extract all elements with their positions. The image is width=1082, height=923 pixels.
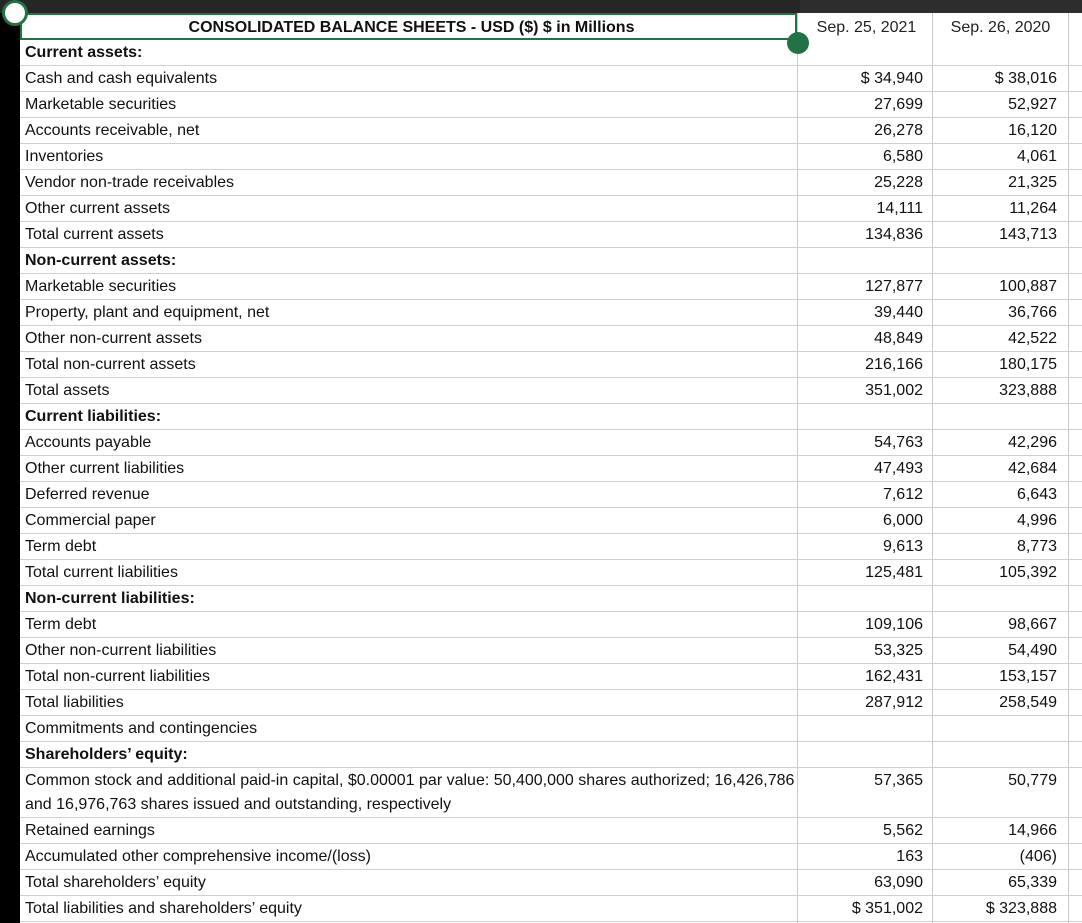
value-cell-2021[interactable]: 5,562 [882,822,923,839]
row-label-cell[interactable]: Other non-current assets [25,329,202,347]
value-cell-2021[interactable]: 48,849 [874,330,923,347]
table-row [20,690,1082,716]
value-cell-2021[interactable] [796,248,923,274]
table-row [20,326,1082,352]
table-row [20,352,1082,378]
value-cell-2021[interactable]: 39,440 [874,304,923,321]
table-row [20,40,1082,66]
value-cell-2021[interactable]: 162,431 [865,668,923,685]
row-label-cell[interactable]: Accounts payable [25,433,152,451]
value-cell-2021[interactable]: 216,166 [865,356,923,373]
table-row [20,560,1082,586]
value-cell-2020[interactable]: 42,296 [1008,434,1057,451]
value-cell-2021[interactable] [796,716,923,742]
table-row [20,896,1082,922]
row-label-cell[interactable]: Total assets [25,381,110,399]
value-cell-2020[interactable]: 258,549 [999,694,1057,711]
section-heading-cell[interactable]: Current liabilities: [25,407,162,425]
value-cell-2020[interactable]: 21,325 [1008,174,1057,191]
value-cell-2021[interactable] [796,586,923,612]
value-cell-2021[interactable]: 134,836 [865,226,923,243]
value-cell-2021[interactable]: 54,763 [874,434,923,451]
value-cell-2020[interactable]: 153,157 [999,668,1057,685]
value-cell-2020[interactable]: 36,766 [1008,304,1057,321]
table-row [20,586,1082,612]
value-cell-2020[interactable]: 6,643 [1016,486,1057,503]
value-cell-2020[interactable]: 52,927 [1008,96,1057,113]
currency-value: $ 351,002 [851,900,923,917]
row-label-cell[interactable]: Accumulated other comprehensive income/(loss) [25,847,371,865]
value-cell-2020[interactable]: 50,779 [1008,772,1057,789]
value-cell-2020[interactable] [930,66,1057,92]
row-label-cell[interactable]: Total liabilities [25,693,124,711]
table-row [20,378,1082,404]
value-cell-2021[interactable]: 109,106 [865,616,923,633]
row-label-cell[interactable]: Cash and cash equivalents [25,69,218,87]
value-cell-2020[interactable]: 11,264 [1009,200,1057,217]
value-cell-2021[interactable]: 63,090 [874,874,923,891]
value-cell-2020[interactable]: (406) [1019,848,1057,865]
section-heading-cell[interactable]: Shareholders’ equity: [25,745,188,763]
table-row [20,768,1082,818]
row-label-cell[interactable]: Term debt [25,615,97,633]
currency-value: $ 38,016 [994,70,1057,87]
value-cell-2021[interactable]: 14,111 [876,200,923,217]
value-cell-2021[interactable]: 9,613 [882,538,923,555]
value-cell-2021[interactable]: 125,481 [865,564,923,581]
table-row [20,300,1082,326]
row-label-cell[interactable]: Property, plant and equipment, net [25,303,270,321]
value-cell-2021[interactable]: 47,493 [874,460,923,477]
row-label-cell[interactable]: Total non-current liabilities [25,667,210,685]
value-cell-2020[interactable]: 180,175 [999,356,1057,373]
value-cell-2021[interactable] [796,742,923,768]
table-row [20,222,1082,248]
row-label-cell[interactable]: Commitments and contingencies [25,719,258,737]
value-cell-2020[interactable] [930,742,1057,768]
row-label-cell[interactable]: Deferred revenue [25,485,150,503]
row-label-cell[interactable]: Total non-current assets [25,355,196,373]
table-row [20,742,1082,768]
value-cell-2020[interactable]: 323,888 [999,382,1057,399]
table-row [20,430,1082,456]
table-row [20,274,1082,300]
row-label-cell[interactable]: Retained earnings [25,821,155,839]
value-cell-2021[interactable] [796,404,923,430]
value-cell-2021[interactable]: 127,877 [865,278,923,295]
currency-value: $ 34,940 [860,70,923,87]
value-cell-2020[interactable] [930,40,1057,66]
currency-value: $ 323,888 [985,900,1057,917]
column-header-2021[interactable]: Sep. 25, 2021 [816,19,917,36]
table-row [20,456,1082,482]
value-cell-2020[interactable]: 14,966 [1008,822,1057,839]
row-label-cell[interactable]: Marketable securities [25,95,177,113]
row-label-cell[interactable]: Total current assets [25,225,164,243]
value-cell-2020[interactable]: 4,996 [1016,512,1057,529]
value-cell-2020[interactable] [930,586,1057,612]
table-row [20,196,1082,222]
table-row [20,844,1082,870]
table-title[interactable]: CONSOLIDATED BALANCE SHEETS - USD ($) $ in Millions [188,19,635,36]
row-label-cell[interactable]: Term debt [25,537,97,555]
value-cell-2020[interactable] [930,896,1057,922]
row-label-cell[interactable]: Other current assets [25,199,170,217]
row-header-edge [0,13,20,923]
value-cell-2021[interactable]: 25,228 [874,174,923,191]
value-cell-2021[interactable]: 163 [896,848,923,865]
value-cell-2020[interactable]: 16,120 [1008,122,1057,139]
value-cell-2020[interactable] [930,404,1057,430]
row-label-cell[interactable]: Other current liabilities [25,459,185,477]
table-row [20,534,1082,560]
value-cell-2020[interactable] [930,248,1057,274]
value-cell-2020[interactable] [930,716,1057,742]
value-cell-2020[interactable]: 4,061 [1016,148,1057,165]
value-cell-2020[interactable]: 143,713 [999,226,1057,243]
row-label-cell[interactable]: Common stock and additional paid-in capital, $0.00001 par value: 50,400,000 shares authorized; 16,426,786 and 16,976,763 shares issued and outstanding, respectively [25,772,795,813]
table-row [20,664,1082,690]
table-row [20,248,1082,274]
value-cell-2020[interactable]: 42,684 [1008,460,1057,477]
row-label-cell[interactable]: Other non-current liabilities [25,641,217,659]
section-heading-cell[interactable]: Current assets: [25,43,143,61]
value-cell-2020[interactable]: 98,667 [1008,616,1057,633]
table-row [20,508,1082,534]
value-cell-2021[interactable] [796,66,923,92]
top-strip [0,0,1082,13]
row-label-cell[interactable]: Marketable securities [25,277,177,295]
row-label-cell[interactable]: Total liabilities and shareholders’ equity [25,899,302,917]
table-row [20,144,1082,170]
value-cell-2021[interactable]: 27,699 [874,96,923,113]
value-cell-2020[interactable]: 54,490 [1008,642,1057,659]
value-cell-2021[interactable]: 7,612 [882,486,923,503]
value-cell-2021[interactable] [796,896,923,922]
table-row [20,404,1082,430]
value-cell-2021[interactable]: 57,365 [874,772,923,789]
value-cell-2021[interactable]: 26,278 [874,122,923,139]
value-cell-2021[interactable]: 6,580 [882,148,923,165]
value-cell-2021[interactable]: 53,325 [874,642,923,659]
value-cell-2021[interactable] [796,40,923,66]
value-cell-2020[interactable]: 100,887 [999,278,1057,295]
value-cell-2021[interactable]: 287,912 [865,694,923,711]
table-row [20,482,1082,508]
table-row [20,170,1082,196]
table-row [20,66,1082,92]
row-label-cell[interactable]: Vendor non-trade receivables [25,173,235,191]
balance-sheet-rows [20,40,1082,922]
selection-handle-top-left[interactable] [2,0,28,26]
table-row [20,818,1082,844]
table-row [20,870,1082,896]
value-cell-2020[interactable]: 65,339 [1008,874,1057,891]
row-label-cell[interactable]: Total shareholders’ equity [25,873,206,891]
value-cell-2021[interactable]: 351,002 [865,382,923,399]
value-cell-2021[interactable]: 6,000 [882,512,923,529]
value-cell-2020[interactable]: 42,522 [1008,330,1057,347]
column-header-2020[interactable]: Sep. 26, 2020 [950,19,1051,36]
row-label-cell[interactable]: Commercial paper [25,511,156,529]
table-row [20,118,1082,144]
table-row [20,716,1082,742]
table-row [20,612,1082,638]
row-label-cell[interactable]: Accounts receivable, net [25,121,200,139]
table-row [20,638,1082,664]
section-heading-cell[interactable]: Non-current liabilities: [25,589,195,607]
section-heading-cell[interactable]: Non-current assets: [25,251,177,269]
row-label-cell[interactable]: Inventories [25,147,104,165]
row-label-cell[interactable]: Total current liabilities [25,563,178,581]
value-cell-2020[interactable]: 105,392 [999,564,1057,581]
value-cell-2020[interactable]: 8,773 [1016,538,1057,555]
table-row [20,92,1082,118]
